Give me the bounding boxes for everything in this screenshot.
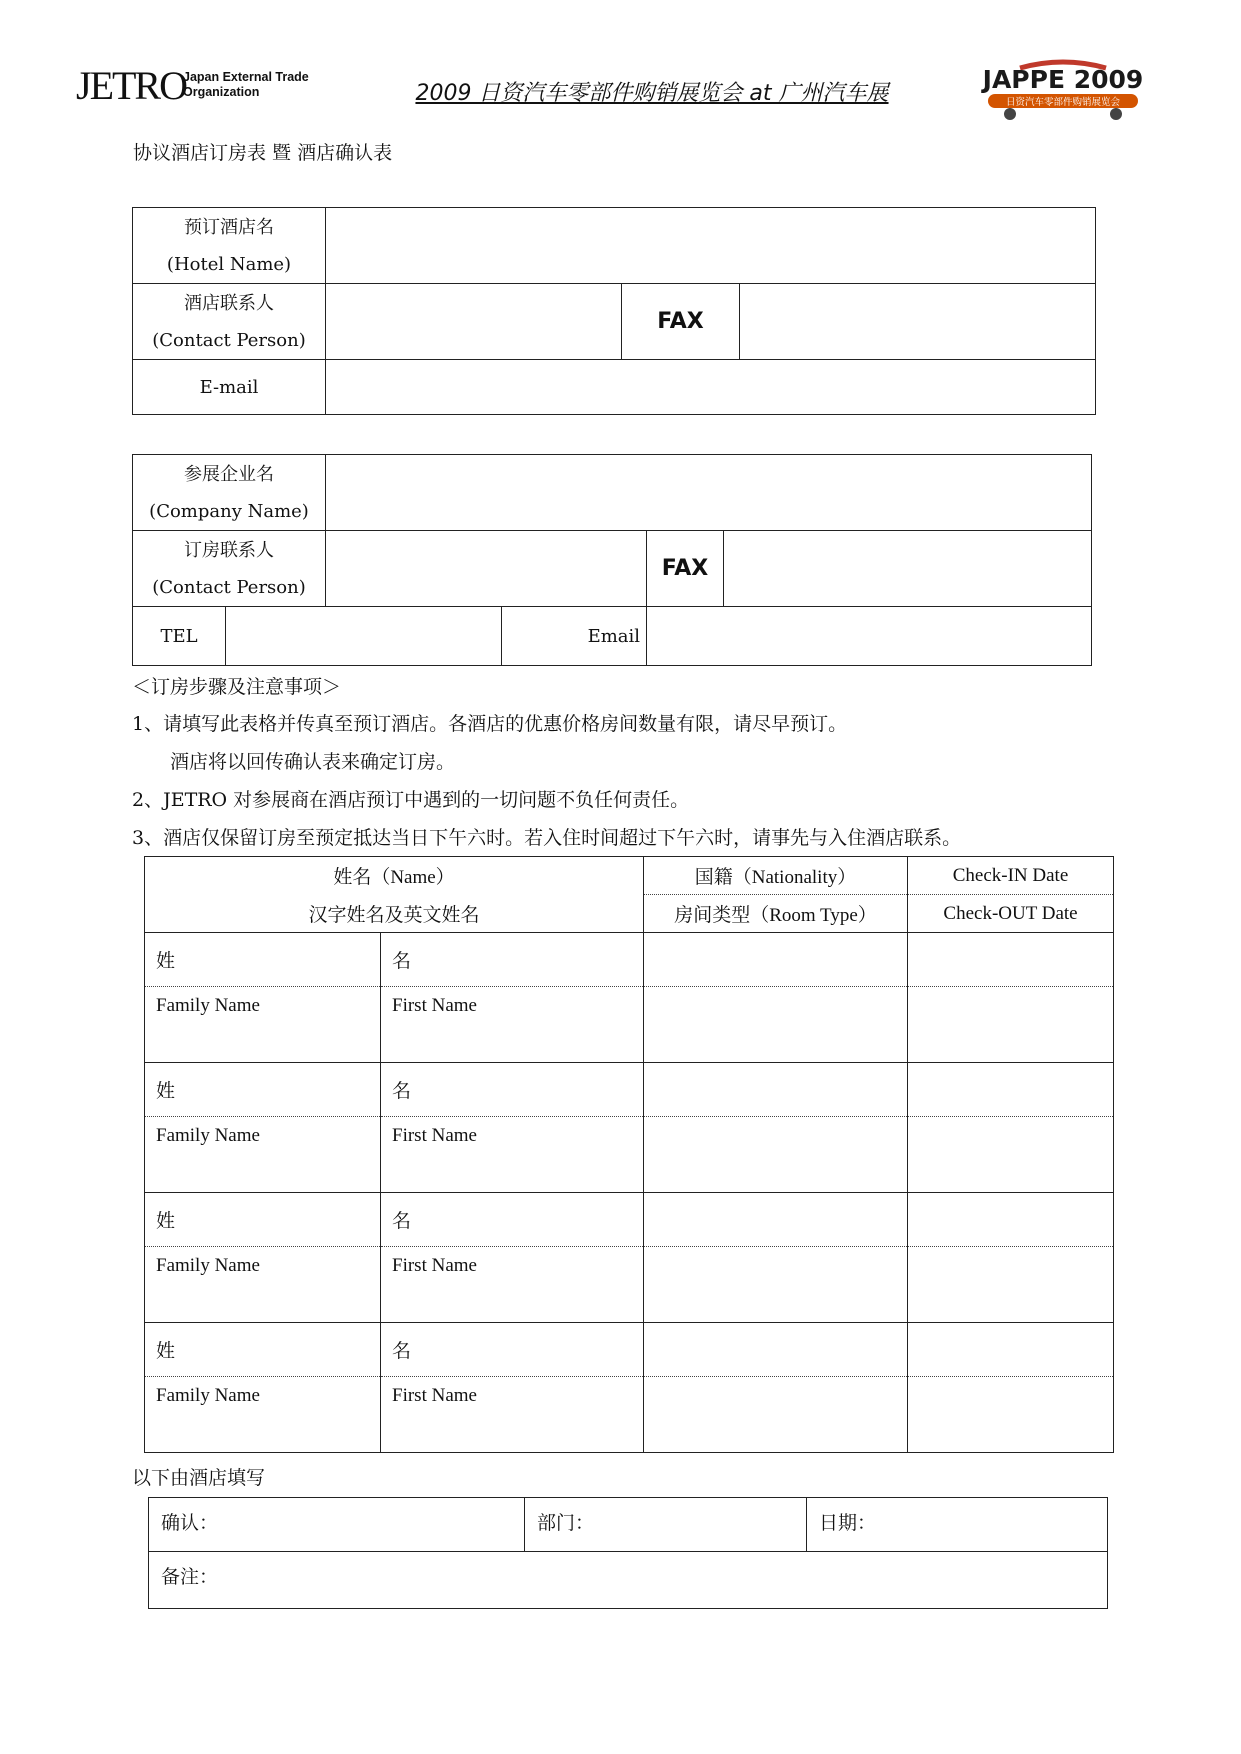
guest-2-checkout[interactable]	[908, 1117, 1114, 1193]
name-subheader: 汉字姓名及英文姓名	[145, 895, 644, 933]
company-fax-label: FAX	[647, 531, 724, 607]
hotel-contact-label: 酒店联系人 (Contact Person)	[133, 284, 326, 360]
checkin-header: Check-IN Date	[908, 857, 1114, 895]
checkout-header: Check-OUT Date	[908, 895, 1114, 933]
form-subtitle: 协议酒店订房表 暨 酒店确认表	[133, 142, 393, 164]
guest-3-room-type[interactable]	[644, 1247, 908, 1323]
guest-3-given-name[interactable]: 名	[381, 1193, 644, 1247]
company-name-label: 参展企业名 (Company Name)	[133, 455, 326, 531]
guest-2-checkin[interactable]	[908, 1063, 1114, 1117]
note-2: 2、JETRO 对参展商在酒店预订中遇到的一切问题不负任何责任。	[132, 789, 690, 811]
guest-3-family-name[interactable]: Family Name	[145, 1247, 381, 1323]
date-field[interactable]	[807, 1498, 1108, 1552]
notes-heading: ＜订房步骤及注意事项＞	[132, 676, 342, 698]
guest-1-nationality[interactable]	[644, 933, 908, 987]
note-1-continued: 酒店将以回传确认表来确定订房。	[170, 751, 456, 773]
department-field[interactable]	[525, 1498, 807, 1552]
hotel-email-field[interactable]	[326, 360, 1096, 415]
guest-4-given-name[interactable]: 名	[381, 1323, 644, 1377]
guest-2-given-name[interactable]: 名	[381, 1063, 644, 1117]
hotel-info-table	[132, 207, 1096, 415]
jetro-logo-word: JETRO	[76, 63, 186, 108]
guest-1-given-name[interactable]: 名	[381, 933, 644, 987]
jappe-logo-subtitle: 日资汽车零部件购销展览会	[1005, 97, 1121, 108]
jetro-logo-subtitle: Japan External Trade Organization	[183, 70, 309, 99]
booking-contact-field[interactable]	[326, 531, 647, 607]
hotel-name-field[interactable]	[326, 208, 1096, 284]
company-name-field[interactable]	[326, 455, 1092, 531]
guest-1-first-name[interactable]: First Name	[381, 987, 644, 1063]
guest-1-room-type[interactable]	[644, 987, 908, 1063]
nationality-header: 国籍（Nationality）	[644, 857, 908, 895]
guest-2-nationality[interactable]	[644, 1063, 908, 1117]
name-header: 姓名（Name）	[145, 857, 644, 895]
hotel-name-label: 预订酒店名 (Hotel Name)	[133, 208, 326, 284]
guest-4-family-name[interactable]: Family Name	[145, 1377, 381, 1453]
guest-4-nationality[interactable]	[644, 1323, 908, 1377]
jappe-2009-logo	[980, 58, 1146, 124]
company-info-table	[132, 454, 1092, 666]
jetro-logo	[76, 64, 316, 114]
remarks-label: 备注：	[161, 1566, 219, 1588]
guest-1-surname[interactable]: 姓	[145, 933, 381, 987]
guest-1-checkin[interactable]	[908, 933, 1114, 987]
hotel-contact-field[interactable]	[326, 284, 622, 360]
guest-3-checkin[interactable]	[908, 1193, 1114, 1247]
guest-3-surname[interactable]: 姓	[145, 1193, 381, 1247]
guest-3-checkout[interactable]	[908, 1247, 1114, 1323]
guest-1-family-name[interactable]: Family Name	[145, 987, 381, 1063]
guest-2-surname[interactable]: 姓	[145, 1063, 381, 1117]
guest-1-checkout[interactable]	[908, 987, 1114, 1063]
jappe-logo-word: JAPPE 2009	[982, 65, 1144, 94]
hotel-fax-label: FAX	[622, 284, 740, 360]
guest-4-checkin[interactable]	[908, 1323, 1114, 1377]
guest-4-first-name[interactable]: First Name	[381, 1377, 644, 1453]
hotel-confirmation-table	[148, 1497, 1108, 1609]
company-fax-field[interactable]	[724, 531, 1092, 607]
booking-contact-label: 订房联系人 (Contact Person)	[133, 531, 326, 607]
guest-2-first-name[interactable]: First Name	[381, 1117, 644, 1193]
guest-2-room-type[interactable]	[644, 1117, 908, 1193]
company-email-field[interactable]	[647, 607, 1092, 666]
hotel-fill-heading: 以下由酒店填写	[132, 1467, 266, 1489]
date-label: 日期：	[819, 1512, 877, 1534]
room-type-header: 房间类型（Room Type）	[644, 895, 908, 933]
tel-field[interactable]	[226, 607, 502, 666]
department-label: 部门：	[537, 1512, 595, 1534]
note-3: 3、酒店仅保留订房至预定抵达当日下午六时。若入住时间超过下午六时，请事先与入住酒店联系。	[132, 827, 962, 849]
remarks-field[interactable]	[149, 1552, 1108, 1609]
note-1: 1、请填写此表格并传真至预订酒店。各酒店的优惠价格房间数量有限，请尽早预订。	[132, 713, 848, 735]
hotel-email-label: E-mail	[133, 360, 326, 415]
hotel-fax-field[interactable]	[740, 284, 1096, 360]
guest-4-room-type[interactable]	[644, 1377, 908, 1453]
confirm-label: 确认：	[161, 1512, 219, 1534]
guest-3-first-name[interactable]: First Name	[381, 1247, 644, 1323]
document-title: 2009 日资汽车零部件购销展览会 at 广州汽车展	[415, 81, 889, 106]
guest-4-surname[interactable]: 姓	[145, 1323, 381, 1377]
guest-2-family-name[interactable]: Family Name	[145, 1117, 381, 1193]
guest-4-checkout[interactable]	[908, 1377, 1114, 1453]
guest-3-nationality[interactable]	[644, 1193, 908, 1247]
tel-label: TEL	[133, 607, 226, 666]
confirm-field[interactable]	[149, 1498, 525, 1552]
company-email-label: Email	[502, 607, 647, 666]
guest-table	[144, 856, 1114, 1453]
